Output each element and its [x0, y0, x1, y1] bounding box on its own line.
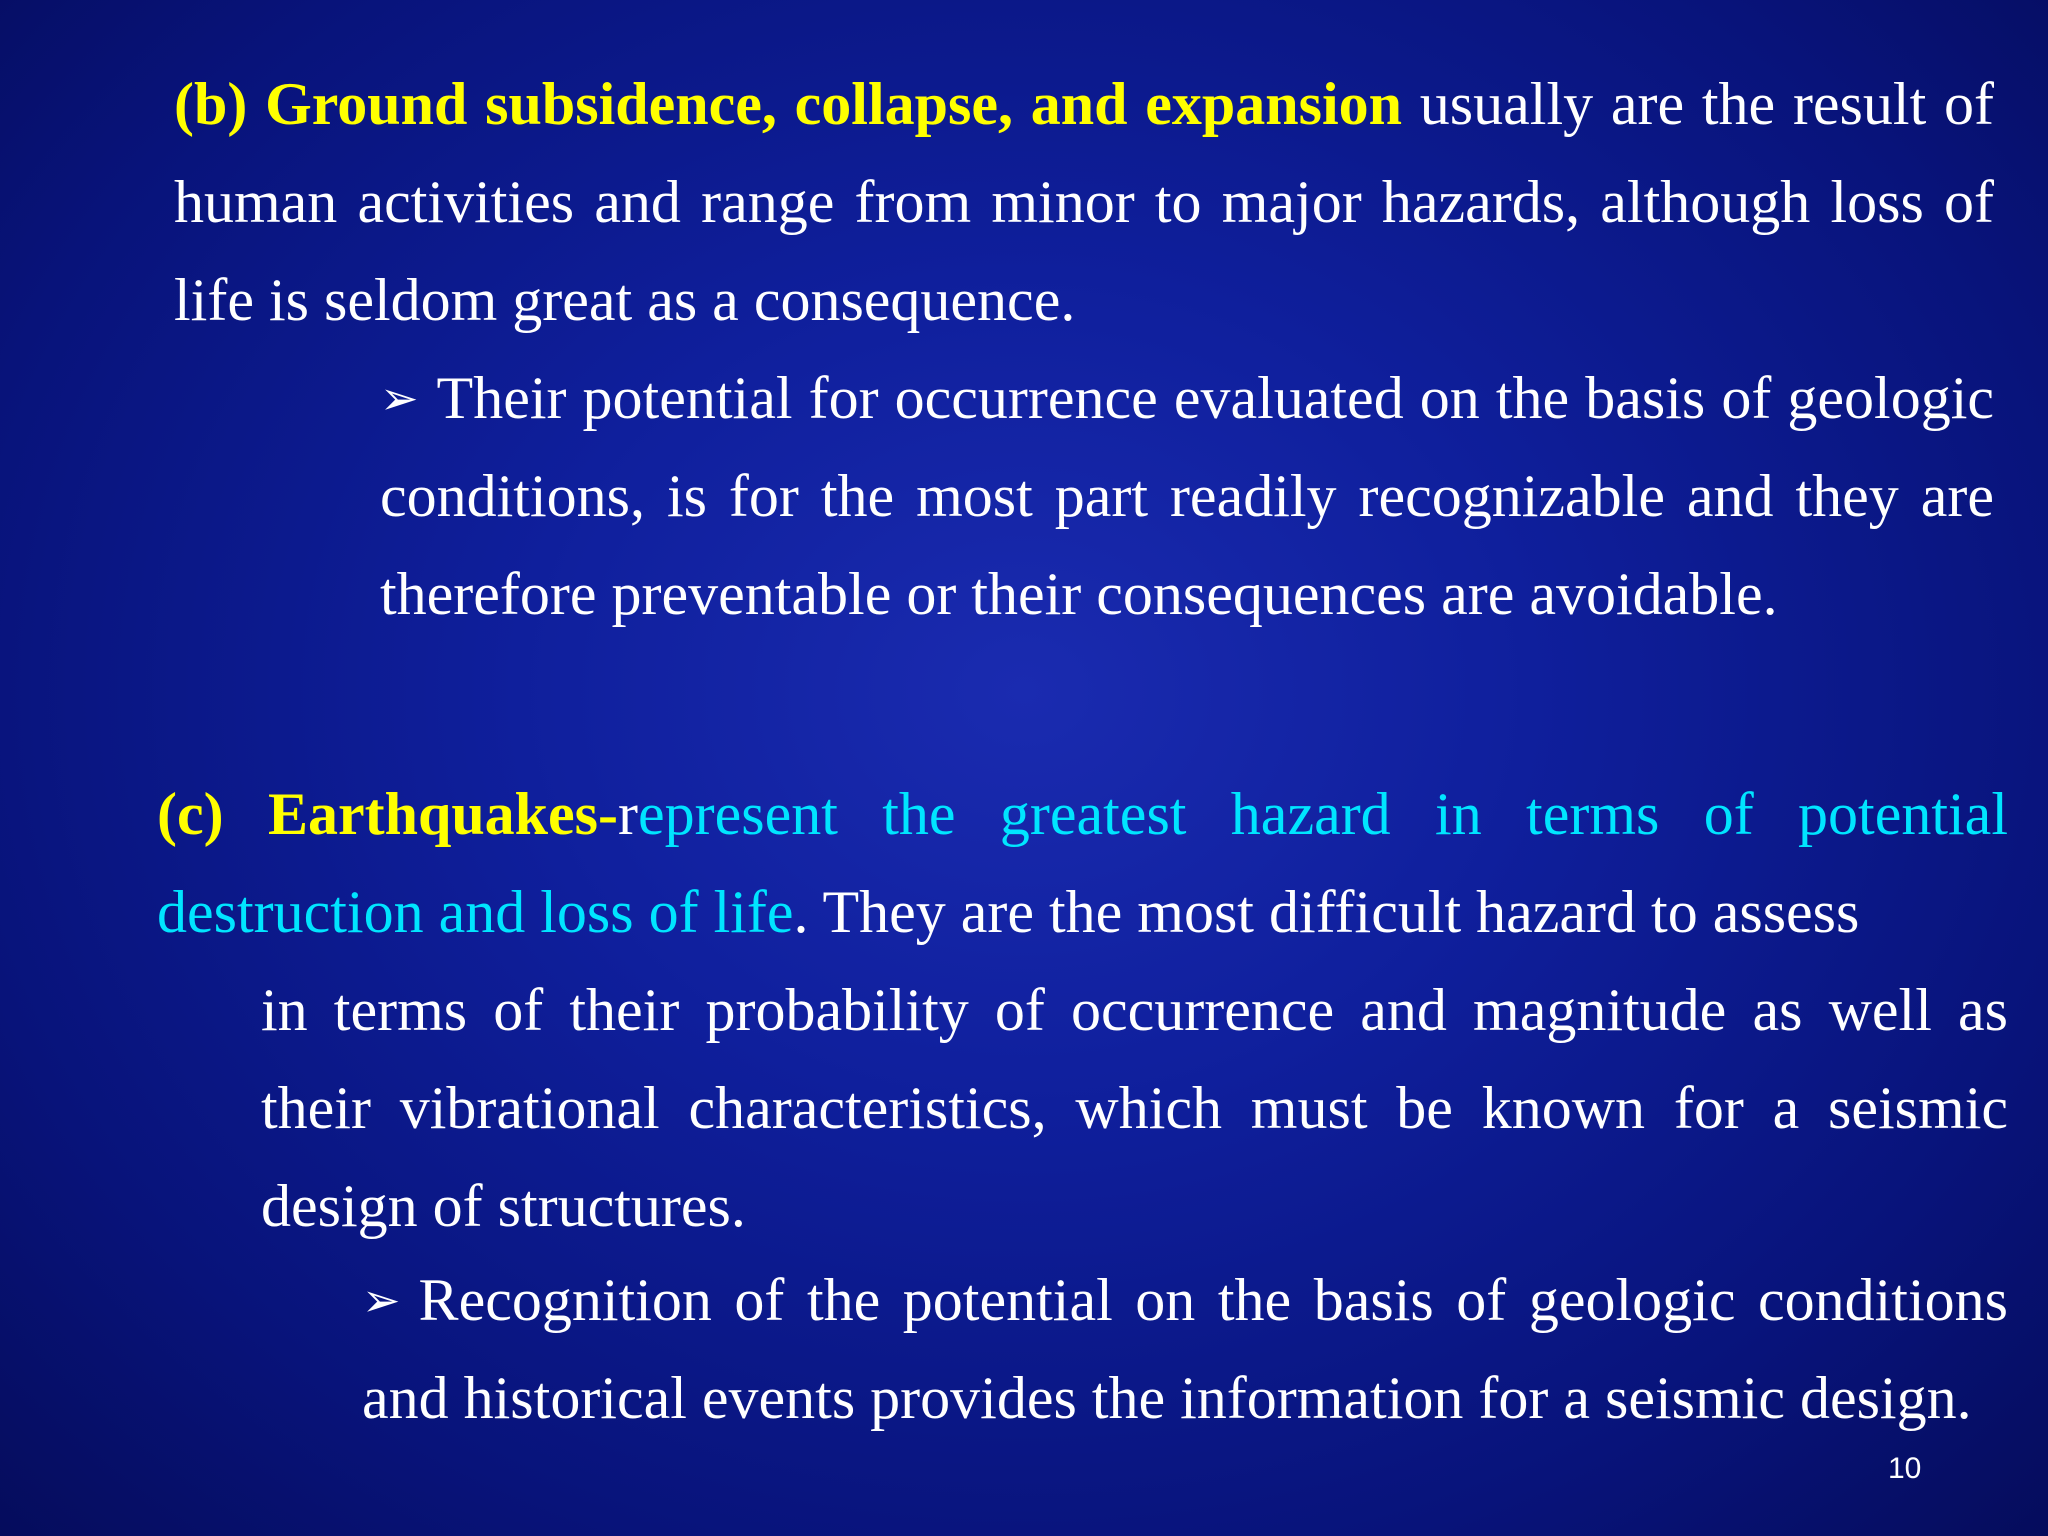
section-c-body-2: in terms of their probability of occurrence and magnitude as well as their vibrational characteristics, which must be known for a seismic design of structures.	[261, 977, 2008, 1239]
section-c-body-1: . They are the most difficult hazard to assess	[793, 879, 1860, 945]
section-b-paragraph	[174, 55, 1994, 349]
page-number: 10	[1888, 1452, 1922, 1485]
section-c-bullet-text: Recognition of the potential on the basis of geologic conditions and historical events provides the information for a seismic design.	[362, 1267, 2008, 1431]
section-c-first-sentence	[157, 765, 2008, 961]
section-b-body: usually are the result of human activities and range from minor to major hazards, although loss of life is seldom great as a consequence.	[174, 71, 1994, 333]
arrowhead-bullet-icon: ➢	[380, 371, 419, 425]
section-c-heading: (c) Earthquakes-	[157, 781, 619, 847]
section-c-heading-tail: r	[618, 781, 638, 847]
section-b-bullet	[380, 349, 1994, 643]
arrowhead-bullet-icon: ➢	[362, 1273, 401, 1327]
section-c-bullet	[362, 1251, 2008, 1447]
section-c-highlight: epresent the greatest hazard in terms of potential destruction and loss of life	[157, 781, 2008, 945]
section-b-heading: (b) Ground subsidence, collapse, and expansion	[174, 71, 1403, 137]
section-b-bullet-text: Their potential for occurrence evaluated on the basis of geologic conditions, is for the most part readily recognizable and they are therefore preventable or their consequences are avoidable.	[380, 365, 1994, 627]
section-c-paragraph	[157, 765, 2008, 1255]
